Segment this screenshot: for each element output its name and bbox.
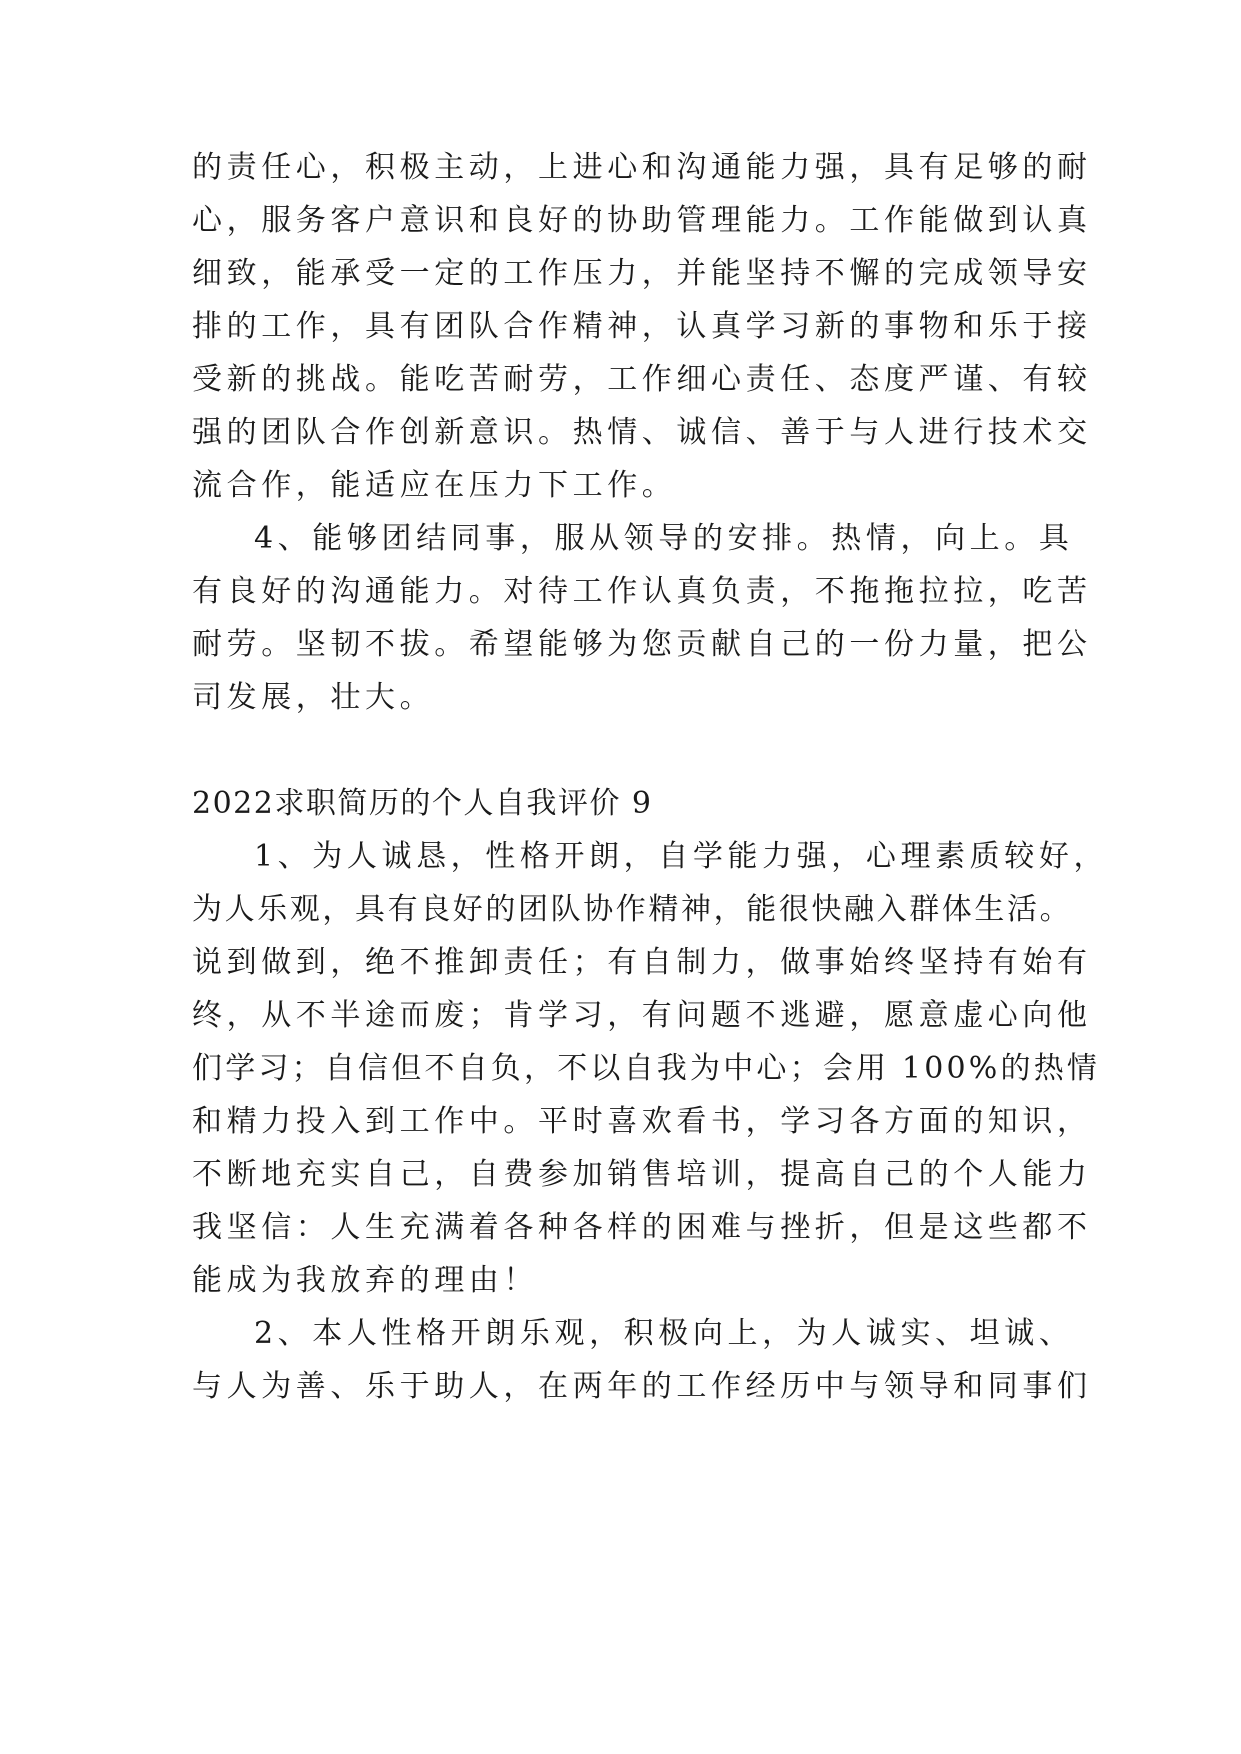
paragraph-line: 为人乐观，具有良好的团队协作精神，能很快融入群体生活。 <box>192 892 1073 927</box>
paragraph-line: 4、能够团结同事，服从领导的安排。热情，向上。具 <box>254 521 1074 556</box>
paragraph-line: 与人为善、乐于助人，在两年的工作经历中与领导和同事们 <box>192 1369 1092 1404</box>
paragraph-line: 终，从不半途而废；肯学习，有问题不逃避，愿意虚心向他 <box>192 998 1092 1033</box>
paragraph-line: 司发展，壮大。 <box>192 680 435 715</box>
paragraph-line: 耐劳。坚韧不拔。希望能够为您贡献自己的一份力量，把公 <box>192 627 1092 662</box>
paragraph-line: 不断地充实自己，自费参加销售培训，提高自己的个人能力 <box>192 1157 1092 1192</box>
paragraph-line: 的责任心，积极主动，上进心和沟通能力强，具有足够的耐 <box>192 150 1092 185</box>
paragraph-line: 说到做到，绝不推卸责任；有自制力，做事始终坚持有始有 <box>192 945 1092 980</box>
paragraph-line: 2、本人性格开朗乐观，积极向上，为人诚实、坦诚、 <box>254 1316 1074 1351</box>
paragraph-line: 强的团队合作创新意识。热情、诚信、善于与人进行技术交 <box>192 415 1092 450</box>
paragraph-line: 流合作，能适应在压力下工作。 <box>192 468 677 503</box>
section-heading: 2022求职简历的个人自我评价 9 <box>192 786 653 821</box>
paragraph-line: 有良好的沟通能力。对待工作认真负责，不拖拖拉拉，吃苦 <box>192 574 1092 609</box>
paragraph-line: 受新的挑战。能吃苦耐劳，工作细心责任、态度严谨、有较 <box>192 362 1092 397</box>
paragraph-line: 细致，能承受一定的工作压力，并能坚持不懈的完成领导安 <box>192 256 1092 291</box>
paragraph-line: 1、为人诚恳，性格开朗，自学能力强，心理素质较好， <box>254 839 1109 874</box>
paragraph-line: 排的工作，具有团队合作精神，认真学习新的事物和乐于接 <box>192 309 1092 344</box>
paragraph-line: 我坚信：人生充满着各种各样的困难与挫折，但是这些都不 <box>192 1210 1092 1245</box>
paragraph-line: 心，服务客户意识和良好的协助管理能力。工作能做到认真 <box>192 203 1092 238</box>
paragraph-line: 们学习；自信但不自负，不以自我为中心；会用 100%的热情 <box>192 1051 1101 1086</box>
paragraph-line: 和精力投入到工作中。平时喜欢看书，学习各方面的知识， <box>192 1104 1092 1139</box>
paragraph-line: 能成为我放弃的理由！ <box>192 1263 538 1298</box>
